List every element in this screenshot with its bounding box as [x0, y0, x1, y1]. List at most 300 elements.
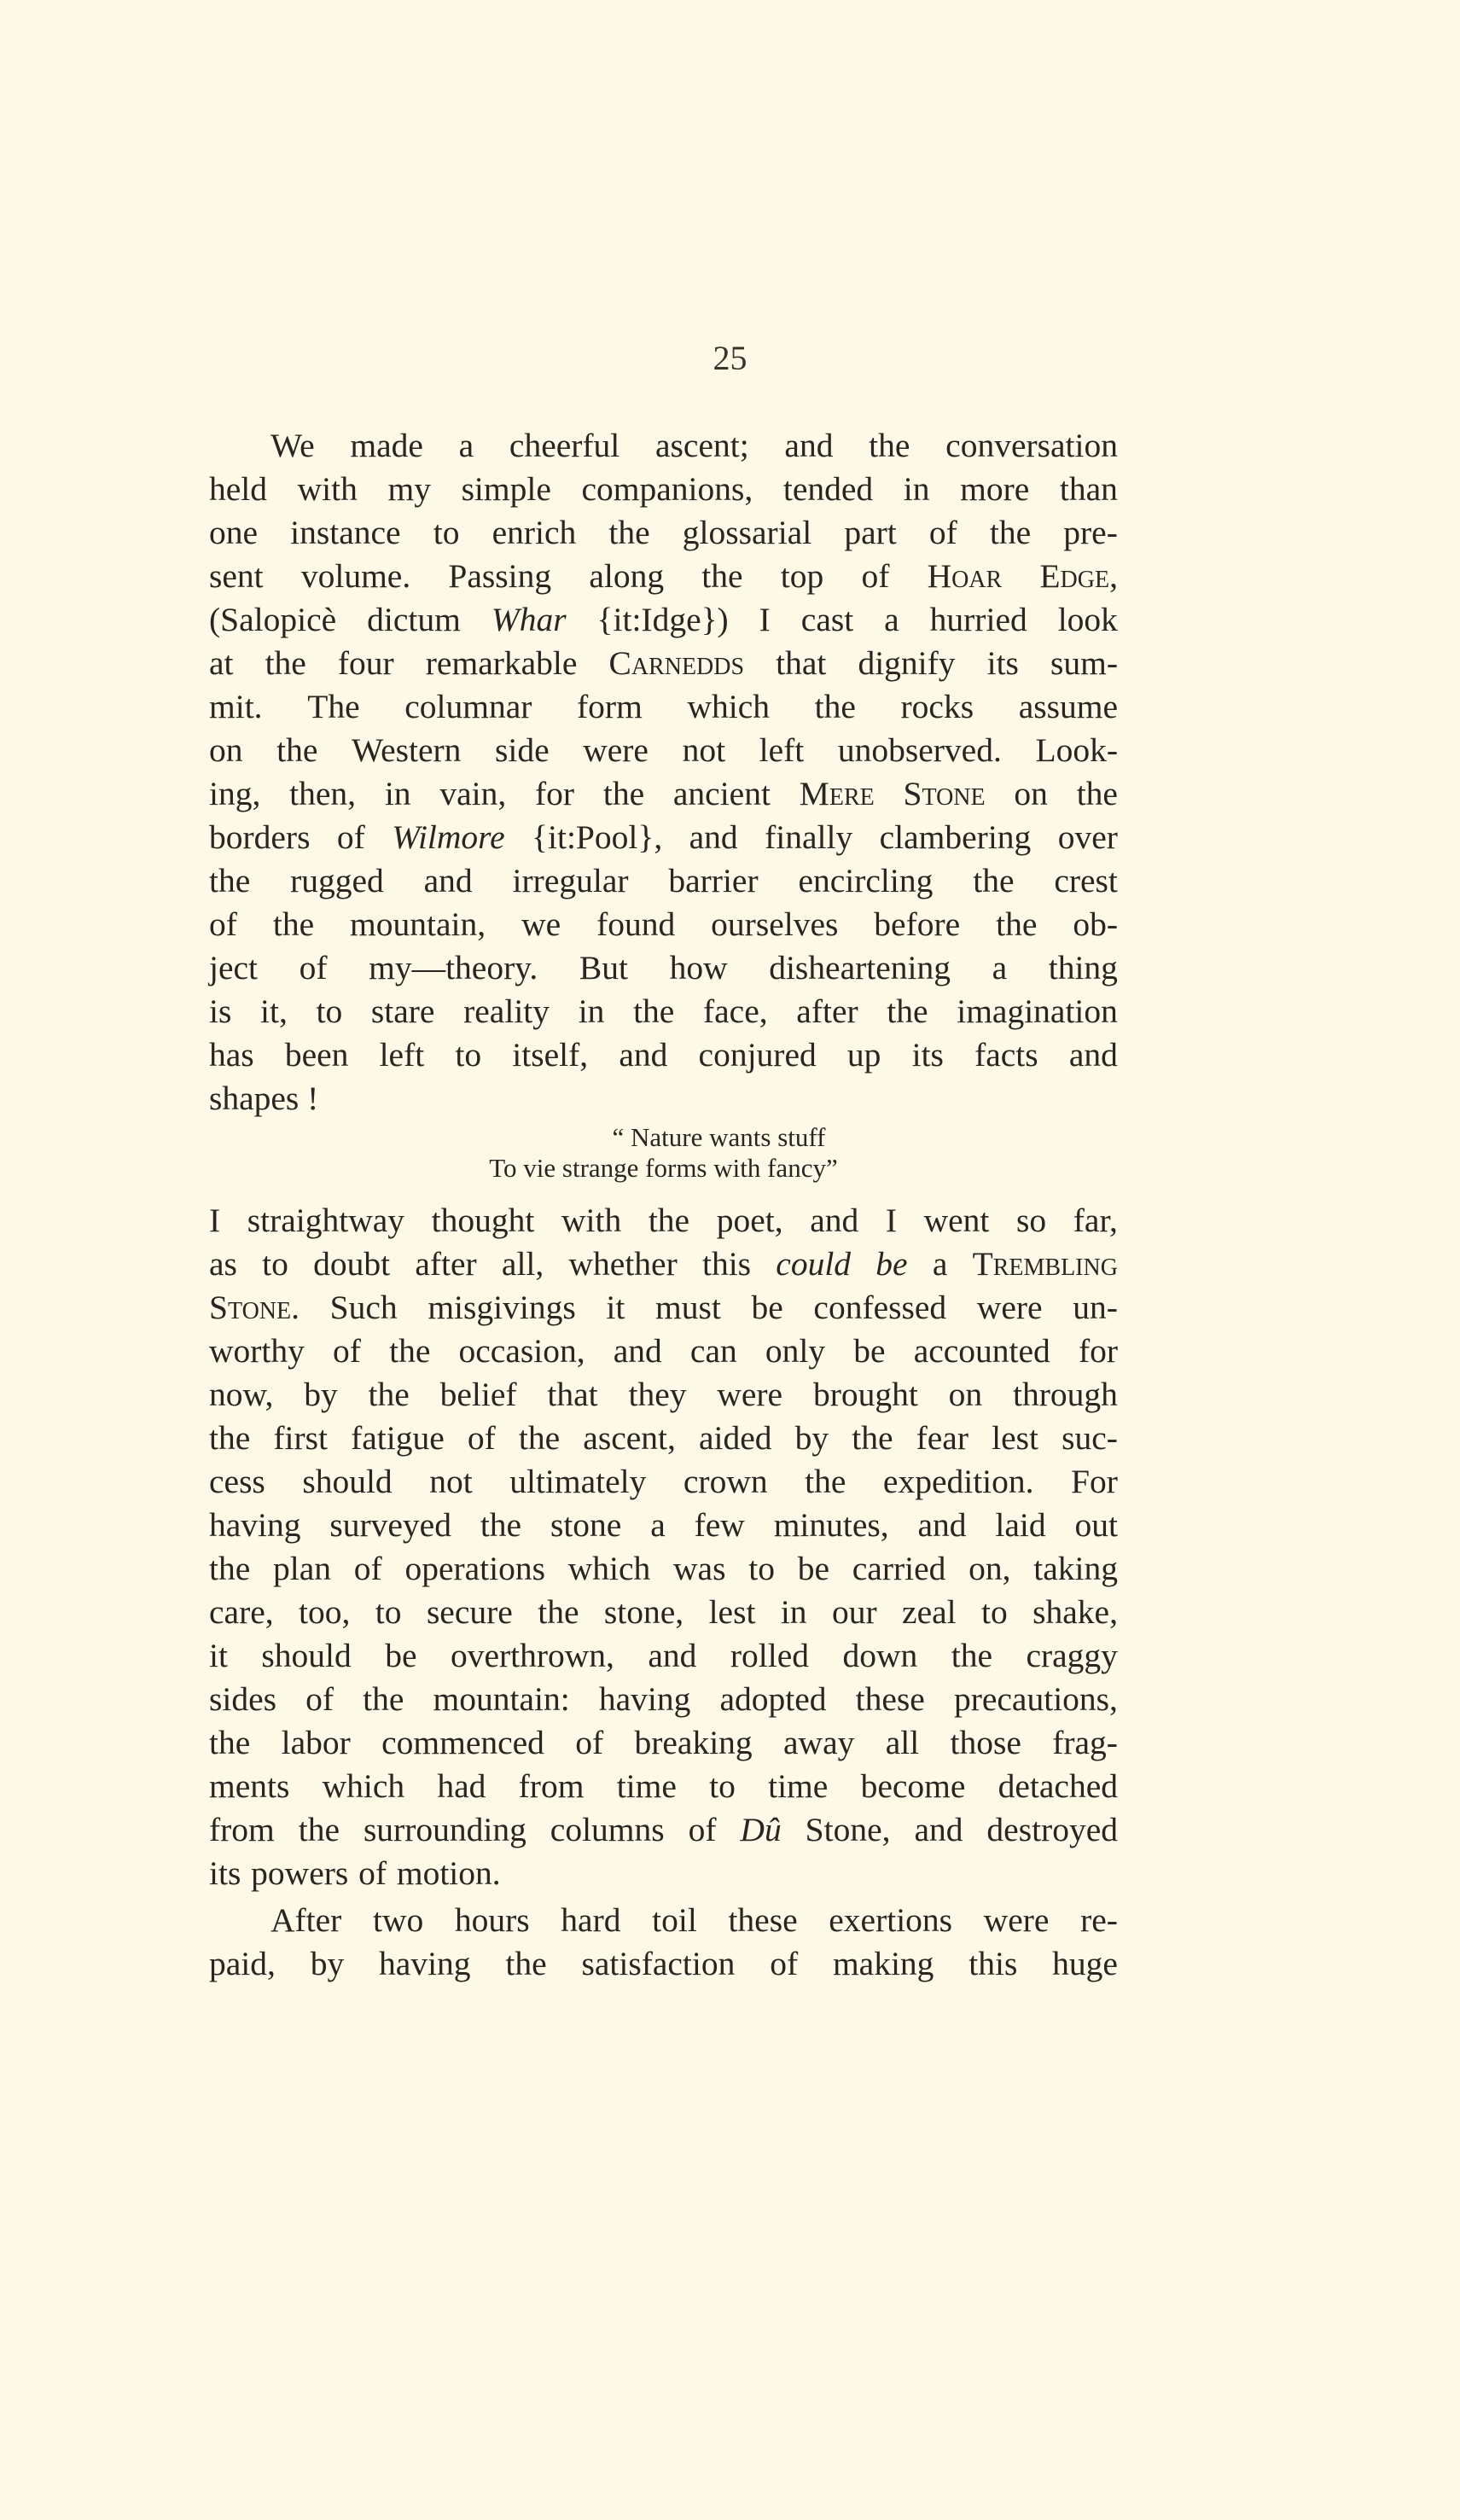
- word: by: [310, 1945, 345, 1982]
- word: satisfaction: [581, 1945, 736, 1982]
- word: has: [209, 1036, 254, 1074]
- text-line: [209, 1077, 1118, 1120]
- word: Dû: [740, 1811, 782, 1848]
- word: not: [682, 731, 726, 769]
- word: conjured: [698, 1036, 817, 1074]
- word: to: [316, 992, 343, 1030]
- word: by: [794, 1419, 829, 1457]
- word: shapes !: [209, 1080, 319, 1117]
- word: were: [583, 731, 649, 769]
- text-line: [209, 1243, 1118, 1286]
- word: breaking: [634, 1724, 753, 1761]
- word: in: [780, 1593, 807, 1631]
- word: ourselves: [711, 905, 839, 943]
- word: columns: [550, 1811, 665, 1848]
- word: dictum: [367, 601, 461, 638]
- word: which: [322, 1767, 405, 1805]
- word: now,: [209, 1376, 274, 1413]
- word: were: [717, 1376, 783, 1413]
- word: away: [783, 1724, 855, 1761]
- paragraph-3: [209, 1899, 1118, 1986]
- word: more: [960, 470, 1030, 508]
- word: irregular: [512, 862, 629, 899]
- word: how: [669, 949, 728, 986]
- word: pre-: [1063, 514, 1118, 551]
- word: our: [831, 1593, 877, 1631]
- word: the: [633, 992, 675, 1030]
- text-line: [209, 1460, 1118, 1504]
- word: lest: [708, 1593, 756, 1631]
- word: were: [976, 1289, 1043, 1326]
- word: straightway: [247, 1202, 405, 1239]
- word: left: [379, 1036, 425, 1074]
- word: which: [567, 1550, 651, 1587]
- word: this: [968, 1945, 1018, 1982]
- word: as: [209, 1245, 237, 1283]
- word: of: [467, 1419, 496, 1457]
- word: on,: [968, 1550, 1011, 1587]
- word: was: [673, 1550, 726, 1587]
- word: that: [776, 644, 827, 682]
- word: un-: [1073, 1289, 1118, 1326]
- word: cess: [209, 1463, 265, 1500]
- word: ing,: [209, 775, 261, 812]
- word: the: [209, 862, 251, 899]
- word: to: [375, 1593, 402, 1631]
- text-line: [209, 598, 1118, 642]
- word: taking: [1033, 1550, 1118, 1587]
- word: instance: [290, 514, 401, 551]
- word: the: [805, 1463, 846, 1500]
- word: could: [776, 1245, 852, 1283]
- text-line: [209, 1852, 1118, 1895]
- word: rocks: [900, 688, 974, 725]
- word: in: [903, 470, 930, 508]
- word: suc-: [1062, 1419, 1118, 1457]
- word: all: [885, 1724, 920, 1761]
- text-line: [209, 555, 1118, 598]
- word: zeal: [902, 1593, 957, 1631]
- word: its: [209, 1854, 241, 1892]
- word: of: [861, 557, 890, 595]
- word: For: [1071, 1463, 1118, 1500]
- word: its: [986, 644, 1019, 682]
- word: far,: [1073, 1202, 1118, 1239]
- word: be: [797, 1550, 829, 1587]
- word: Wilmore: [392, 818, 505, 856]
- word: from: [518, 1767, 585, 1805]
- word: The: [307, 688, 360, 725]
- word: by: [304, 1376, 338, 1413]
- word: Carnedds: [608, 644, 745, 682]
- word: ob-: [1073, 905, 1118, 943]
- word: motion.: [396, 1854, 501, 1892]
- word: borders: [209, 818, 311, 856]
- word: the: [209, 1419, 251, 1457]
- word: and: [914, 1811, 963, 1848]
- text-line: [209, 1808, 1118, 1852]
- word: labor: [281, 1724, 351, 1761]
- text-line: [209, 685, 1118, 729]
- word: and: [784, 427, 834, 464]
- word: disheartening: [769, 949, 951, 986]
- word: the: [989, 514, 1032, 551]
- word: in: [384, 775, 411, 812]
- word: the: [480, 1506, 522, 1544]
- word: with: [297, 470, 358, 508]
- word: the: [996, 905, 1038, 943]
- word: the: [814, 688, 856, 725]
- word: too,: [299, 1593, 351, 1631]
- word: surveyed: [329, 1506, 451, 1544]
- word: up: [846, 1036, 881, 1074]
- word: been: [284, 1036, 349, 1074]
- text-line: [209, 729, 1118, 772]
- word: hurried: [929, 601, 1027, 638]
- word: be: [751, 1289, 783, 1326]
- quote-line-1: “ Nature wants stuff: [612, 1122, 826, 1152]
- word: Western: [351, 731, 462, 769]
- word: and: [689, 818, 738, 856]
- word: lest: [992, 1419, 1038, 1457]
- word: misgivings: [428, 1289, 576, 1326]
- word: barrier: [668, 862, 759, 899]
- word: left: [759, 731, 805, 769]
- word: we: [521, 905, 561, 943]
- word: laid: [995, 1506, 1046, 1544]
- word: one: [209, 514, 259, 551]
- text-line: [209, 1721, 1118, 1765]
- word: and: [619, 1036, 668, 1074]
- word: unobserved.: [837, 731, 1002, 769]
- word: to: [262, 1245, 288, 1283]
- word: hours: [454, 1901, 530, 1939]
- word: {it:Idge}): [596, 601, 729, 638]
- word: Whar: [491, 601, 567, 638]
- word: crest: [1054, 862, 1118, 899]
- word: of: [770, 1945, 799, 1982]
- word: the: [389, 1332, 431, 1370]
- word: two: [372, 1901, 424, 1939]
- word: facts: [974, 1036, 1038, 1074]
- word: ments: [209, 1767, 290, 1805]
- word: aided: [698, 1419, 772, 1457]
- word: conversation: [945, 427, 1118, 464]
- word: with: [561, 1202, 622, 1239]
- word: the: [1076, 775, 1118, 812]
- word: then,: [289, 775, 357, 812]
- word: over: [1057, 818, 1118, 856]
- verse-quote: [209, 1122, 1118, 1184]
- word: of: [305, 1680, 334, 1718]
- word: overthrown,: [450, 1637, 614, 1674]
- word: ascent,: [583, 1419, 676, 1457]
- word: Look-: [1035, 731, 1118, 769]
- word: they: [628, 1376, 687, 1413]
- paragraph-2: [209, 1199, 1118, 1895]
- word: operations: [404, 1550, 545, 1587]
- word: the: [951, 1637, 992, 1674]
- word: glossarial: [682, 514, 812, 551]
- word: stare: [370, 992, 435, 1030]
- word: it: [606, 1289, 625, 1326]
- word: of: [358, 1854, 387, 1892]
- word: at: [209, 644, 234, 682]
- word: and: [613, 1332, 662, 1370]
- word: rugged: [290, 862, 384, 899]
- word: belief: [439, 1376, 517, 1413]
- word: crown: [683, 1463, 768, 1500]
- word: is: [209, 992, 232, 1030]
- word: confessed: [813, 1289, 947, 1326]
- word: cast: [800, 601, 854, 638]
- word: the: [701, 557, 743, 595]
- word: the: [209, 1550, 251, 1587]
- quote-line-2: To vie strange forms with fancy”: [489, 1153, 838, 1183]
- word: ascent;: [655, 427, 749, 464]
- word: shake,: [1032, 1593, 1118, 1631]
- word: fatigue: [351, 1419, 445, 1457]
- paragraph-1: [209, 424, 1118, 1120]
- word: my: [387, 470, 431, 508]
- word: found: [596, 905, 676, 943]
- word: held: [209, 470, 268, 508]
- word: brought: [812, 1376, 918, 1413]
- word: only: [765, 1332, 826, 1370]
- word: along: [589, 557, 665, 595]
- word: After: [270, 1901, 342, 1939]
- word: adopted: [719, 1680, 827, 1718]
- word: We: [270, 427, 315, 464]
- word: care,: [209, 1593, 274, 1631]
- word: accounted: [913, 1332, 1050, 1370]
- word: from: [209, 1811, 275, 1848]
- word: the: [538, 1593, 579, 1631]
- text-line: [209, 903, 1118, 946]
- word: Such: [329, 1289, 398, 1326]
- word: remarkable: [425, 644, 578, 682]
- word: Hoar: [927, 557, 1003, 595]
- word: a: [884, 601, 899, 638]
- word: having: [209, 1506, 301, 1544]
- word: Mere: [799, 775, 875, 812]
- word: the: [298, 1811, 340, 1848]
- text-line: [209, 642, 1118, 685]
- word: mountain,: [350, 905, 486, 943]
- word: of: [209, 905, 237, 943]
- word: the: [608, 514, 650, 551]
- word: the: [648, 1202, 690, 1239]
- word: expedition.: [882, 1463, 1034, 1500]
- text-line: [209, 816, 1118, 859]
- word: powers: [251, 1854, 349, 1892]
- text-line: [209, 990, 1118, 1033]
- text-line: [209, 946, 1118, 990]
- word: of: [688, 1811, 717, 1848]
- word: Trembling: [972, 1245, 1118, 1283]
- word: whether: [568, 1245, 678, 1283]
- word: the: [602, 775, 645, 812]
- text-line: [209, 1373, 1118, 1417]
- word: re-: [1080, 1901, 1118, 1939]
- word: and: [1068, 1036, 1118, 1074]
- word: destroyed: [986, 1811, 1118, 1848]
- text-line: [209, 859, 1118, 903]
- body-text: [209, 424, 1118, 1986]
- word: rolled: [730, 1637, 810, 1674]
- word: should: [261, 1637, 352, 1674]
- word: a: [458, 427, 474, 464]
- word: be: [853, 1332, 886, 1370]
- word: the: [852, 1419, 893, 1457]
- word: I: [759, 601, 771, 638]
- text-line: [209, 1942, 1118, 1986]
- word: the: [276, 731, 318, 769]
- text-line: [209, 1678, 1118, 1721]
- word: went: [923, 1202, 990, 1239]
- word: of: [333, 1332, 361, 1370]
- text-line: [209, 424, 1118, 468]
- word: volume.: [300, 557, 411, 595]
- word: of: [353, 1550, 382, 1587]
- word: doubt: [313, 1245, 391, 1283]
- word: should: [302, 1463, 393, 1500]
- word: the: [887, 992, 928, 1030]
- word: for: [1078, 1332, 1118, 1370]
- word: can: [689, 1332, 737, 1370]
- word: that: [547, 1376, 598, 1413]
- word: the: [265, 644, 306, 682]
- word: of: [928, 514, 957, 551]
- word: before: [874, 905, 961, 943]
- word: the: [505, 1945, 547, 1982]
- word: out: [1074, 1506, 1118, 1544]
- word: sides: [209, 1680, 276, 1718]
- word: of: [575, 1724, 604, 1761]
- word: enrich: [492, 514, 577, 551]
- word: of: [299, 949, 328, 986]
- word: and: [810, 1202, 859, 1239]
- word: stone: [550, 1506, 622, 1544]
- word: Edge,: [1039, 557, 1118, 595]
- word: to: [748, 1550, 775, 1587]
- word: had: [437, 1767, 486, 1805]
- word: face,: [703, 992, 768, 1030]
- text-line: [209, 1899, 1118, 1942]
- word: cheerful: [509, 427, 620, 464]
- word: those: [950, 1724, 1021, 1761]
- word: on: [948, 1376, 983, 1413]
- word: made: [350, 427, 423, 464]
- word: carried: [852, 1550, 946, 1587]
- word: {it:Pool},: [532, 818, 663, 856]
- word: simple: [461, 470, 551, 508]
- word: to: [981, 1593, 1008, 1631]
- word: few: [694, 1506, 745, 1544]
- text-line: [209, 468, 1118, 511]
- word: the: [973, 862, 1015, 899]
- word: look: [1057, 601, 1118, 638]
- word: part: [844, 514, 897, 551]
- word: mit.: [209, 688, 263, 725]
- word: sent: [209, 557, 264, 595]
- text-line: [209, 1417, 1118, 1460]
- word: ancient: [672, 775, 771, 812]
- word: this: [701, 1245, 752, 1283]
- word: secure: [426, 1593, 513, 1631]
- word: mountain:: [433, 1680, 570, 1718]
- word: not: [429, 1463, 473, 1500]
- word: all,: [501, 1245, 544, 1283]
- word: a: [650, 1506, 666, 1544]
- word: the: [363, 1680, 404, 1718]
- word: these: [728, 1901, 798, 1939]
- word: Stone.: [209, 1289, 300, 1326]
- word: Stone: [903, 775, 986, 812]
- word: But: [579, 949, 628, 986]
- word: huge: [1052, 1945, 1118, 1982]
- word: its: [911, 1036, 944, 1074]
- word: I: [885, 1202, 898, 1239]
- word: columnar: [404, 688, 532, 725]
- word: ject: [209, 949, 259, 986]
- word: itself,: [512, 1036, 589, 1074]
- word: on: [209, 731, 243, 769]
- word: making: [832, 1945, 934, 1982]
- word: assume: [1018, 688, 1118, 725]
- word: of: [336, 818, 365, 856]
- word: side: [494, 731, 550, 769]
- word: dignify: [858, 644, 956, 682]
- text-line: [209, 1199, 1118, 1243]
- word: encircling: [798, 862, 934, 899]
- word: imagination: [957, 992, 1118, 1030]
- word: sum-: [1050, 644, 1118, 682]
- word: clambering: [879, 818, 1032, 856]
- word: a: [932, 1245, 948, 1283]
- word: the: [209, 1724, 251, 1761]
- word: surrounding: [363, 1811, 526, 1848]
- word: a: [992, 949, 1008, 986]
- text-line: [209, 1286, 1118, 1330]
- word: stone,: [603, 1593, 684, 1631]
- word: exertions: [829, 1901, 953, 1939]
- word: after: [415, 1245, 477, 1283]
- word: time: [768, 1767, 829, 1805]
- word: fear: [916, 1419, 968, 1457]
- word: (Salopicè: [209, 601, 337, 638]
- word: the: [518, 1419, 561, 1457]
- word: ultimately: [509, 1463, 647, 1500]
- word: to: [433, 514, 460, 551]
- word: hard: [561, 1901, 621, 1939]
- word: down: [842, 1637, 918, 1674]
- word: paid,: [209, 1945, 276, 1982]
- word: first: [273, 1419, 329, 1457]
- word: become: [860, 1767, 966, 1805]
- text-line: [209, 1765, 1118, 1808]
- text-line: [209, 772, 1118, 816]
- word: to: [455, 1036, 482, 1074]
- word: Passing: [448, 557, 552, 595]
- word: so: [1016, 1202, 1047, 1239]
- word: craggy: [1026, 1637, 1118, 1674]
- word: four: [337, 644, 394, 682]
- word: must: [654, 1289, 721, 1326]
- text-line: [209, 511, 1118, 555]
- word: and: [648, 1637, 697, 1674]
- word: be: [385, 1637, 417, 1674]
